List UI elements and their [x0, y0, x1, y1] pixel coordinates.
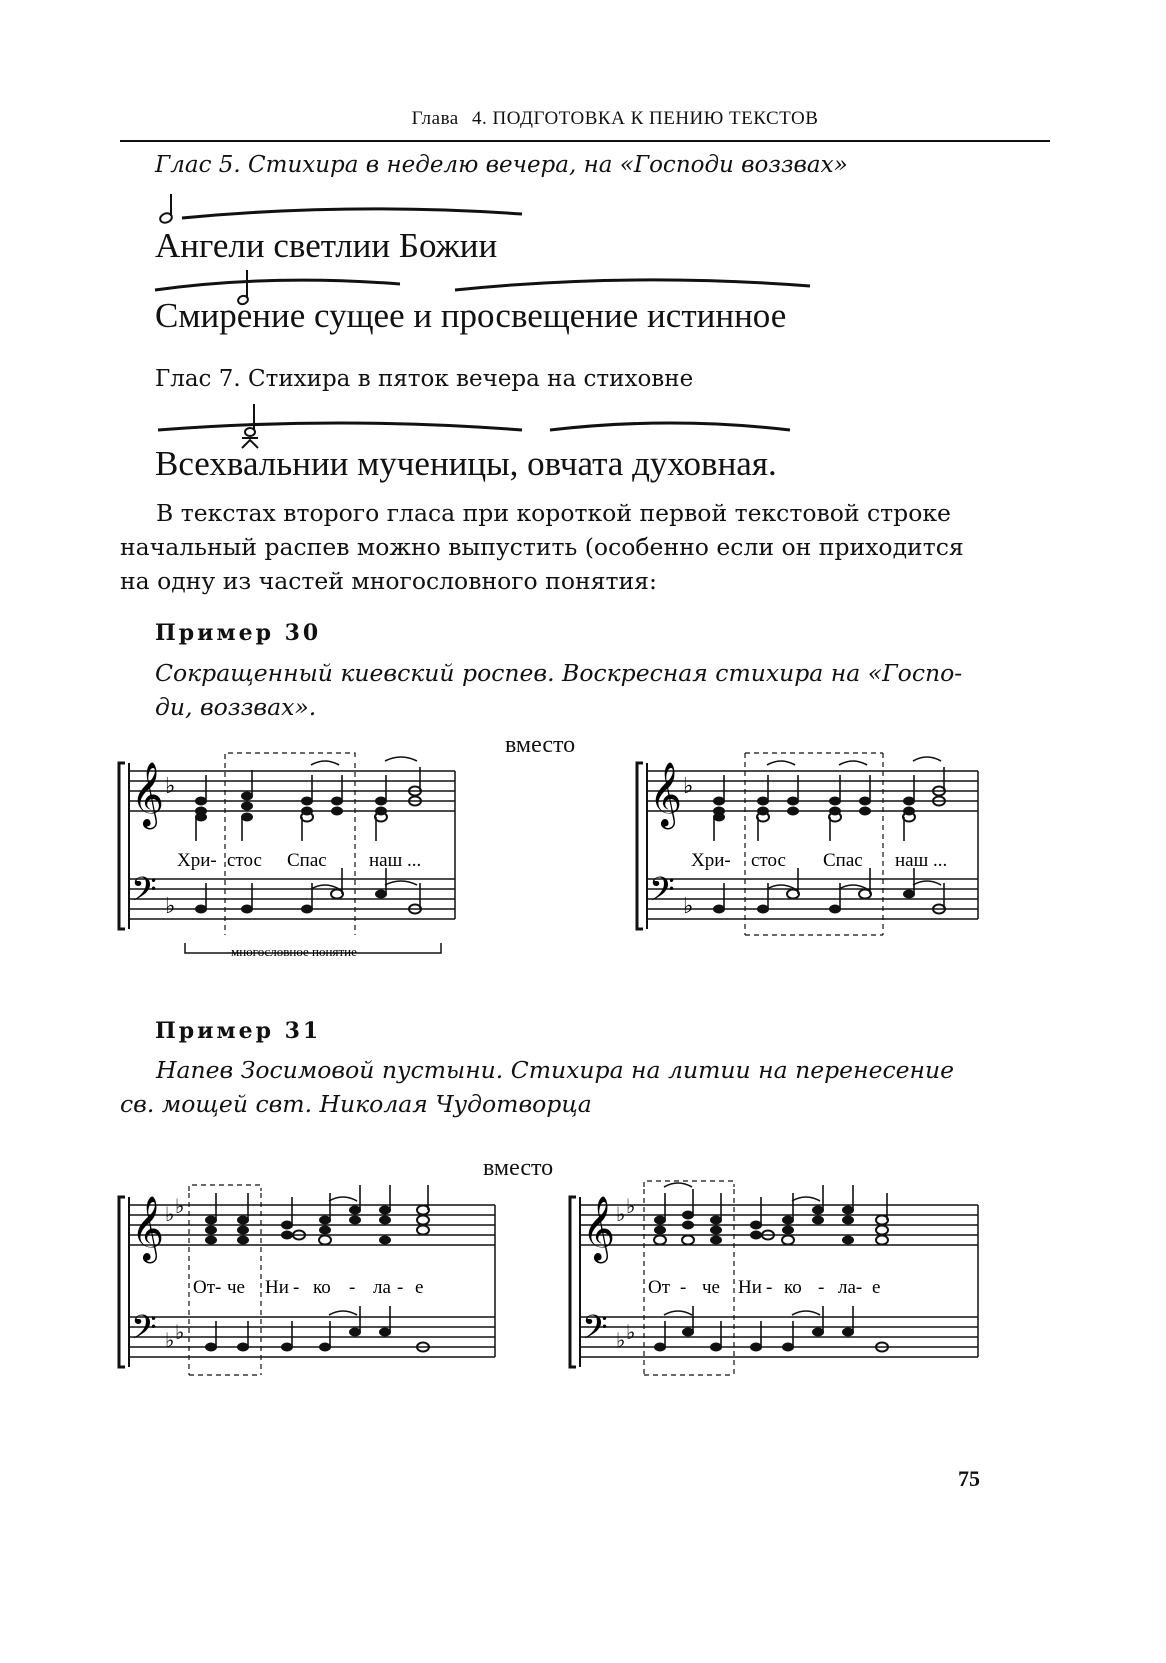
example30-left-lyric-3: Спас [287, 850, 327, 871]
example31-right-lyric-6: ко [784, 1277, 802, 1298]
svg-text:♭: ♭ [165, 1330, 175, 1352]
example30-right-lyric-1: Хри- [691, 850, 731, 871]
example31-right-lyric-2: - [680, 1277, 687, 1298]
example31-left-lyric-5: ко [313, 1277, 331, 1298]
example30-score-right [633, 745, 983, 945]
svg-text:♭: ♭ [616, 1204, 626, 1226]
example31-left-lyric-9: е [415, 1277, 424, 1298]
page-number: 75 [958, 1466, 980, 1491]
example30-right-lyric-4: наш ... [895, 850, 948, 871]
svg-text:♭: ♭ [683, 773, 694, 798]
example30-caption-line2: ди, воззвах». [155, 693, 317, 721]
svg-text:♭: ♭ [626, 1196, 636, 1218]
example30-left-lyric-1: Хри- [177, 850, 217, 871]
svg-text:♭: ♭ [626, 1322, 636, 1344]
example31-right-lyric-1: От [648, 1277, 671, 1298]
treble-clef-icon: 𝄞 [582, 1198, 616, 1260]
example31-score-right [566, 1175, 986, 1395]
example31-caption [120, 1053, 990, 1121]
example31-caption-line2: св. мощей свт. Николая Чудотворца [120, 1090, 592, 1118]
body-paragraph [120, 496, 990, 598]
example30-left-lyric-2: стос [227, 850, 262, 871]
bass-clef-icon: 𝄢 [131, 871, 157, 916]
svg-text:♭: ♭ [165, 1204, 175, 1226]
example30-caption-line1: Сокращенный киевский роспев. Воскресная стихира на «Госпо- [155, 659, 963, 687]
treble-clef-icon: 𝄞 [649, 764, 683, 826]
bass-clef-icon: 𝄢 [582, 1309, 608, 1354]
glas5-line2: Смирение сущее и просвещение истинное [155, 296, 787, 335]
paragraph-line-3: на одну из частей многословного понятия: [120, 567, 657, 595]
treble-clef-icon: 𝄞 [131, 764, 165, 826]
svg-text:♭: ♭ [165, 893, 176, 918]
example31-caption-line1: Напев Зосимовой пустыни. Стихира на литии на перенесение [156, 1056, 955, 1084]
glas7-marks [150, 400, 850, 450]
svg-text:♭: ♭ [683, 893, 694, 918]
example30-left-lyric-4: наш ... [369, 850, 422, 871]
glas7-line1: Всехвальнии мученицы, овчата духовная. [155, 444, 777, 483]
chapter-title: 4. ПОДГОТОВКА К ПЕНИЮ ТЕКСТОВ [471, 108, 819, 129]
example30-right-lyric-2: стос [751, 850, 786, 871]
example31-right-lyric-4: Ни [738, 1277, 762, 1298]
example30-score-left [115, 745, 460, 960]
glas5-line1: Ангели светлии Божии [155, 226, 498, 265]
example30-bracket-label: многословное понятие [231, 944, 357, 959]
svg-text:♭: ♭ [165, 773, 176, 798]
example30-vmesto: вместо [505, 732, 576, 758]
example31-left-lyric-7: ла [373, 1277, 391, 1298]
example31-left-lyric-6: - [349, 1277, 356, 1298]
example31-right-lyric-7: - [818, 1277, 825, 1298]
glas7-heading: Глас 7. Стихира в пяток вечера на стиховне [155, 366, 694, 392]
example31-title: Пример 31 [155, 1018, 322, 1044]
example31-left-lyric-4: - [293, 1277, 300, 1298]
example31-right-lyric-9: е [872, 1277, 881, 1298]
svg-text:♭: ♭ [616, 1330, 626, 1352]
example31-score-left [115, 1175, 500, 1395]
paragraph-line-2: начальный распев можно выпустить (особенно если он приходится [120, 533, 964, 561]
example31-right-lyric-5: - [766, 1277, 773, 1298]
example31-vmesto: вместо [483, 1155, 554, 1181]
running-head [120, 108, 1050, 142]
example31-left-lyric-8: - [397, 1277, 404, 1298]
example31-left-lyric-2: че [227, 1277, 245, 1298]
chapter-label: Глава [411, 108, 459, 129]
example31-left-lyric-3: Ни [265, 1277, 289, 1298]
example30-title: Пример 30 [155, 620, 322, 646]
treble-clef-icon: 𝄞 [131, 1198, 165, 1260]
example31-left-lyric-1: От- [193, 1277, 222, 1298]
example31-right-lyric-3: че [702, 1277, 720, 1298]
svg-text:♭: ♭ [175, 1196, 185, 1218]
glas5-heading: Глас 5. Стихира в неделю вечера, на «Господи воззвах» [155, 152, 848, 178]
example31-right-lyric-8: ла- [838, 1277, 863, 1298]
paragraph-line-1: В текстах второго гласа при короткой первой текстовой строке [156, 499, 951, 527]
svg-text:♭: ♭ [175, 1322, 185, 1344]
example30-caption [155, 656, 995, 724]
bass-clef-icon: 𝄢 [649, 871, 675, 916]
example30-right-lyric-3: Спас [823, 850, 863, 871]
bass-clef-icon: 𝄢 [131, 1309, 157, 1354]
